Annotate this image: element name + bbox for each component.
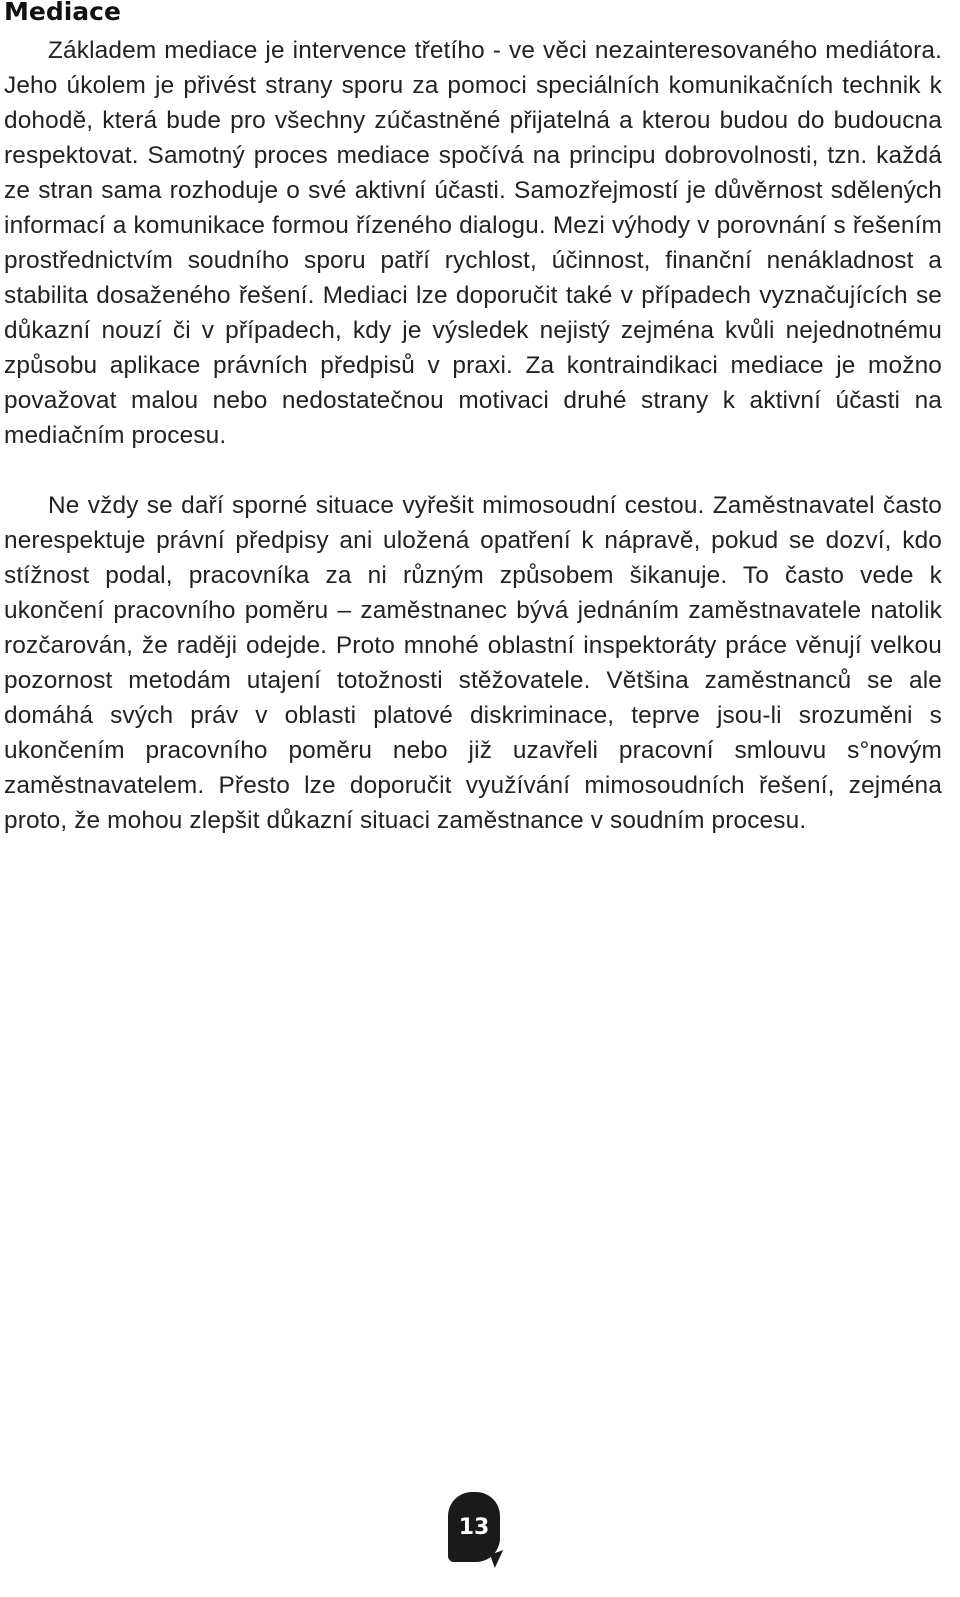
- document-page: [4, 0, 942, 838]
- paragraph-out-of-court: Ne vždy se daří sporné situace vyřešit mimosoudní cestou. Zaměstnavatel často nerespektuje právní předpisy ani uložená opatření k nápravě, pokud se dozví, kdo stížnost podal, pracovníka za ni různým způsobem šikanuje. To často vede k ukončení pracovního poměru – zaměstnanec bývá jednáním zaměstnavatele natolik rozčarován, že raději odejde. Proto mnohé oblastní inspektoráty práce věnují velkou pozornost metodám utajení totožnosti stěžovatele. Většina zaměstnanců se ale domáhá svých práv v oblasti platové diskriminace, teprve jsou-li srozuměni s ukončením pracovního poměru nebo již uzavřeli pracovní smlouvu s°novým zaměstnavatelem. Přesto lze doporučit využívání mimosoudních řešení, zejména proto, že mohou zlepšit důkazní situaci zaměstnance v soudním procesu.: [4, 492, 942, 834]
- page-number-badge: [448, 1492, 500, 1562]
- page-number: 13: [458, 1514, 490, 1540]
- section-heading: Mediace: [4, 0, 121, 26]
- paragraph-mediation-intro: Základem mediace je intervence třetího - ve věci nezainteresovaného mediátora. Jeho úkolem je přivést strany sporu za pomoci speciálních komunikačních technik k dohodě, která bude pro všechny zúčastněné přijatelná a kterou budou do budoucna respektovat. Samotný proces mediace spočívá na principu dobrovolnosti, tzn. každá ze stran sama rozhoduje o své aktivní účasti. Samozřejmostí je důvěrnost sdělených informací a komunikace formou řízeného dialogu. Mezi výhody v porovnání s řešením prostřednictvím soudního sporu patří rychlost, účinnost, finanční nenákladnost a stabilita dosaženého řešení. Mediaci lze doporučit také v případech vyznačujících se důkazní nouzí či v případech, kdy je výsledek nejistý zejména kvůli nejednotnému způsobu aplikace právních předpisů v praxi. Za kontraindikaci mediace je možno považovat malou nebo nedostatečnou motivaci druhé strany k aktivní účasti na mediačním procesu.: [4, 37, 942, 449]
